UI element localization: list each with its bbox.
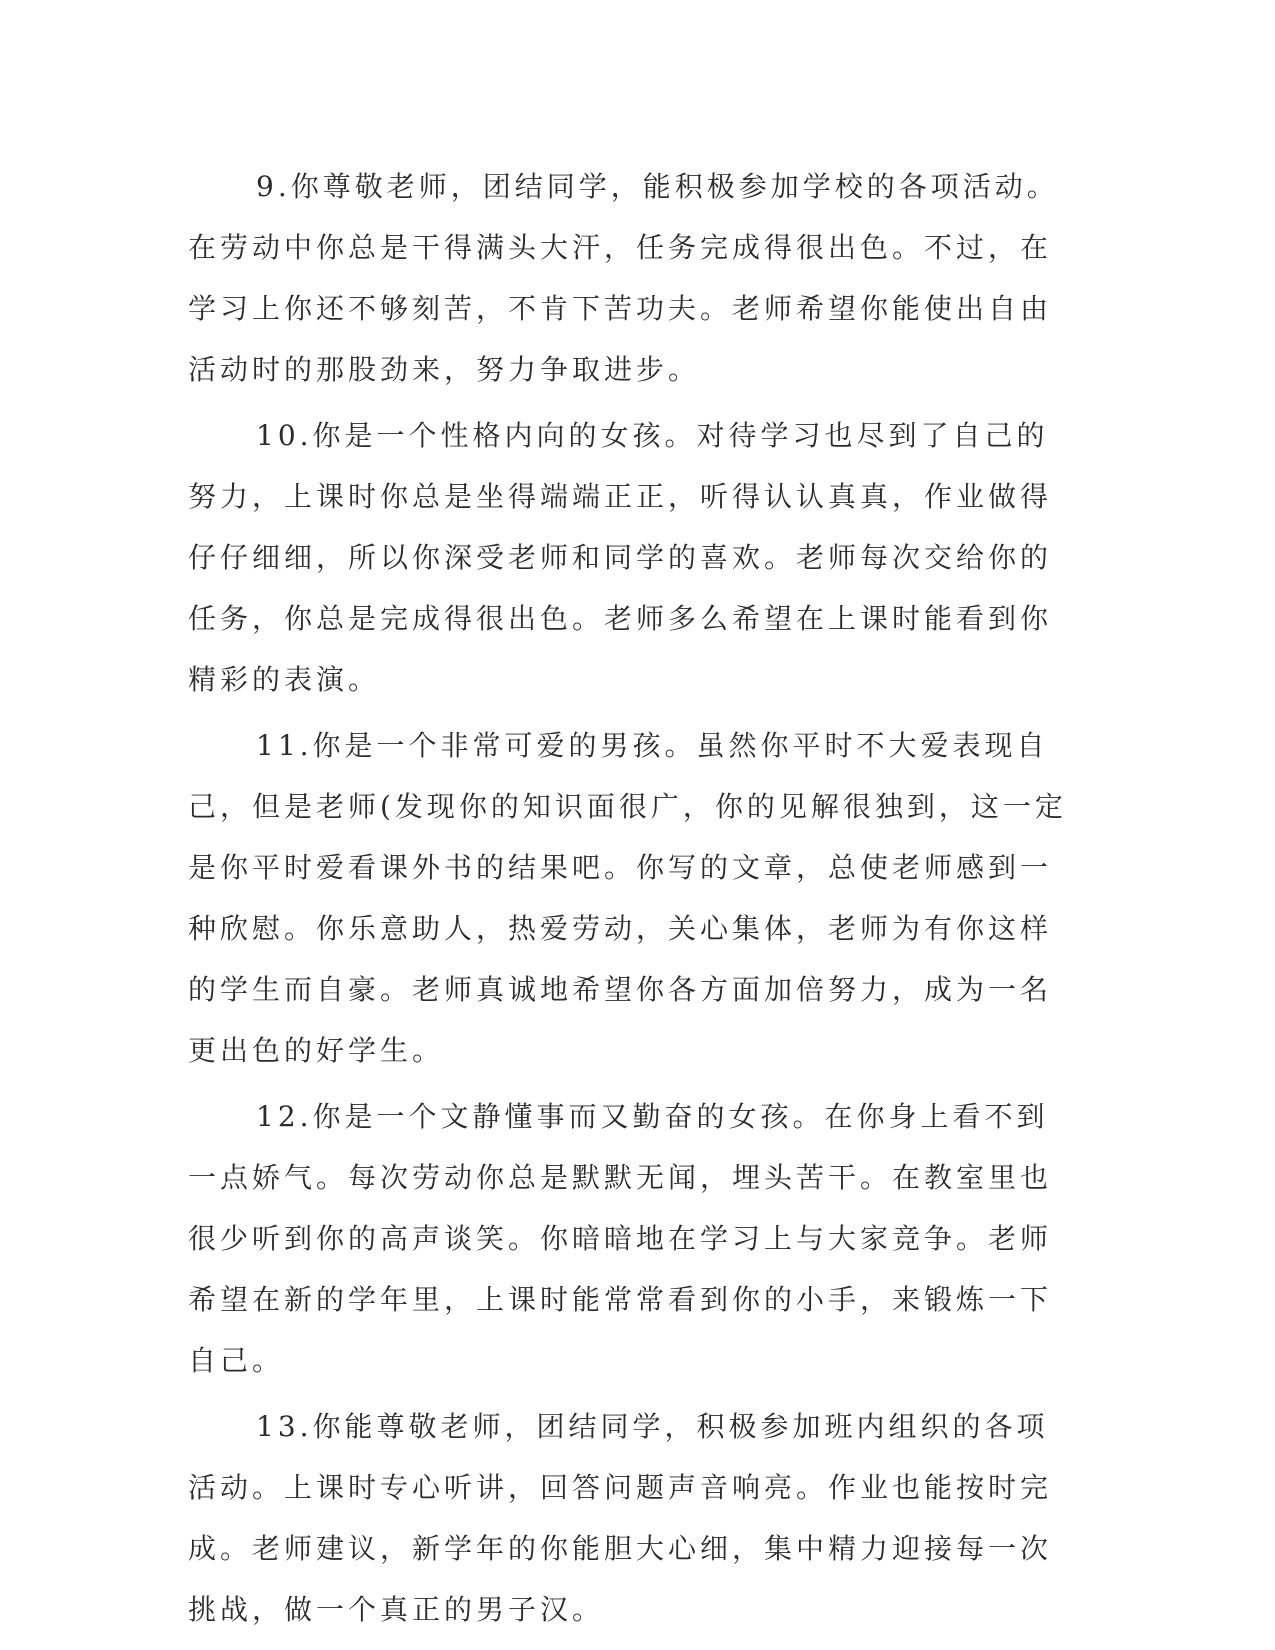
document-body	[188, 156, 1068, 1645]
paragraph-13: 13.你能尊敬老师，团结同学，积极参加班内组织的各项活动。上课时专心听讲，回答问题声音响亮。作业也能按时完成。老师建议，新学年的你能胆大心细，集中精力迎接每一次挑战，做一个真正的男子汉。	[188, 1410, 1053, 1626]
paragraph-11: 11.你是一个非常可爱的男孩。虽然你平时不大爱表现自己，但是老师(发现你的知识面很广，你的见解很独到，这一定是你平时爱看课外书的结果吧。你写的文章，总使老师感到一种欣慰。你乐意助人，热爱劳动，关心集体，老师为有你这样的学生而自豪。老师真诚地希望你各方面加倍努力，成为一名更出色的好学生。	[188, 729, 1067, 1067]
paragraph-9: 9.你尊敬老师，团结同学，能积极参加学校的各项活动。在劳动中你总是干得满头大汗，任务完成得很出色。不过，在学习上你还不够刻苦，不肯下苦功夫。老师希望你能使出自由活动时的那股劲来，努力争取进步。	[188, 170, 1059, 386]
paragraph-10: 10.你是一个性格内向的女孩。对待学习也尽到了自己的努力，上课时你总是坐得端端正正，听得认认真真，作业做得仔仔细细，所以你深受老师和同学的喜欢。老师每次交给你的任务，你总是完成得很出色。老师多么希望在上课时能看到你精彩的表演。	[188, 419, 1053, 696]
paragraph-12: 12.你是一个文静懂事而又勤奋的女孩。在你身上看不到一点娇气。每次劳动你总是默默无闻，埋头苦干。在教室里也很少听到你的高声谈笑。你暗暗地在学习上与大家竞争。老师希望在新的学年里，上课时能常常看到你的小手，来锻炼一下自己。	[188, 1100, 1053, 1377]
